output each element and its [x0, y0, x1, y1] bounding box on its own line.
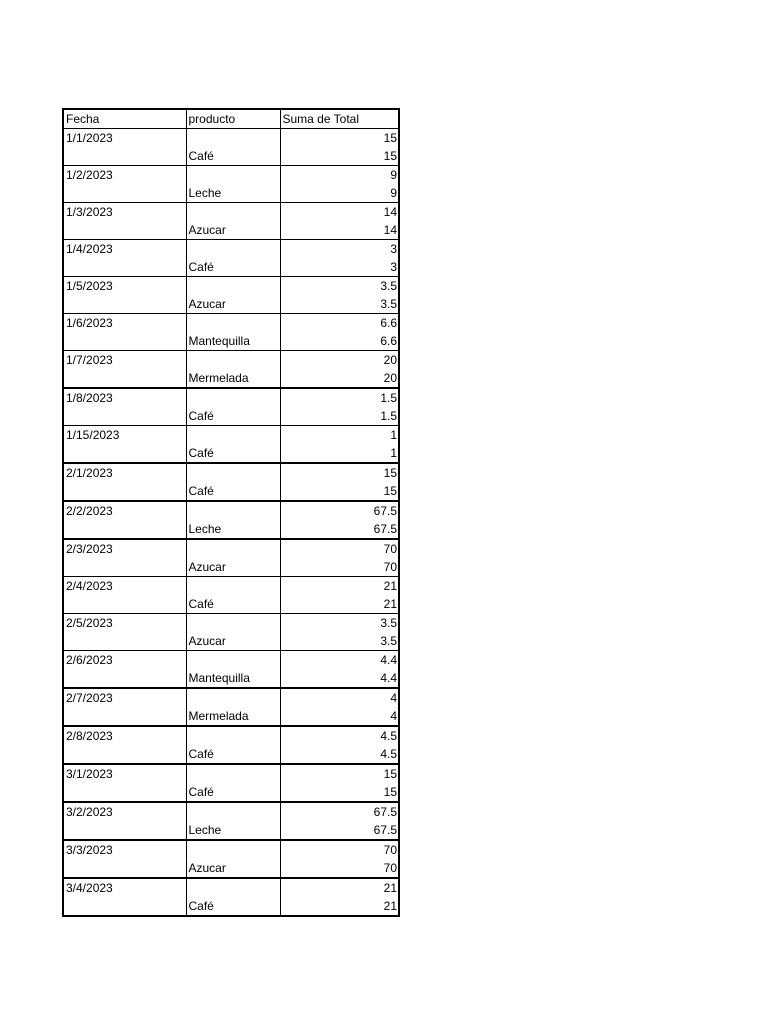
producto-empty-cell [186, 577, 280, 596]
fecha-empty-cell [63, 783, 186, 802]
date-row [63, 166, 399, 185]
fecha-cell: 3/1/2023 [63, 764, 186, 783]
fecha-cell: 3/3/2023 [63, 840, 186, 859]
table-header [63, 109, 399, 129]
subtotal-cell: 70 [280, 558, 399, 577]
producto-empty-cell [186, 203, 280, 222]
product-row [63, 520, 399, 539]
date-row [63, 463, 399, 482]
total-cell: 4 [280, 688, 399, 707]
date-row [63, 501, 399, 520]
date-row [63, 614, 399, 633]
product-row [63, 444, 399, 463]
producto-cell: Café [186, 897, 280, 916]
total-cell: 14 [280, 203, 399, 222]
fecha-empty-cell [63, 707, 186, 726]
fecha-empty-cell [63, 295, 186, 314]
product-row [63, 482, 399, 501]
date-row [63, 651, 399, 670]
fecha-cell: 1/15/2023 [63, 426, 186, 445]
subtotal-cell: 4.4 [280, 669, 399, 688]
fecha-empty-cell [63, 369, 186, 388]
product-row [63, 332, 399, 351]
producto-cell: Azucar [186, 558, 280, 577]
subtotal-cell: 20 [280, 369, 399, 388]
total-cell: 6.6 [280, 314, 399, 333]
total-cell: 70 [280, 539, 399, 558]
fecha-cell: 2/4/2023 [63, 577, 186, 596]
fecha-cell: 2/5/2023 [63, 614, 186, 633]
producto-cell: Café [186, 147, 280, 166]
subtotal-cell: 6.6 [280, 332, 399, 351]
date-row [63, 726, 399, 745]
total-cell: 3.5 [280, 614, 399, 633]
total-cell: 9 [280, 166, 399, 185]
producto-cell: Café [186, 745, 280, 764]
fecha-empty-cell [63, 258, 186, 277]
subtotal-cell: 15 [280, 783, 399, 802]
product-row [63, 632, 399, 651]
date-row [63, 426, 399, 445]
producto-cell: Mermelada [186, 707, 280, 726]
fecha-cell: 1/4/2023 [63, 240, 186, 259]
producto-cell: Café [186, 258, 280, 277]
fecha-empty-cell [63, 520, 186, 539]
date-row [63, 351, 399, 370]
subtotal-cell: 15 [280, 147, 399, 166]
producto-cell: Mantequilla [186, 332, 280, 351]
total-cell: 1.5 [280, 388, 399, 407]
producto-cell: Café [186, 407, 280, 426]
producto-empty-cell [186, 726, 280, 745]
fecha-empty-cell [63, 632, 186, 651]
fecha-empty-cell [63, 332, 186, 351]
date-row [63, 129, 399, 148]
product-row [63, 783, 399, 802]
producto-empty-cell [186, 463, 280, 482]
total-cell: 15 [280, 129, 399, 148]
product-row [63, 897, 399, 916]
fecha-cell: 2/1/2023 [63, 463, 186, 482]
subtotal-cell: 1.5 [280, 407, 399, 426]
table-body [63, 129, 399, 917]
producto-empty-cell [186, 501, 280, 520]
fecha-cell: 2/7/2023 [63, 688, 186, 707]
total-cell: 15 [280, 463, 399, 482]
total-cell: 21 [280, 878, 399, 897]
fecha-empty-cell [63, 147, 186, 166]
fecha-empty-cell [63, 897, 186, 916]
producto-cell: Mermelada [186, 369, 280, 388]
fecha-empty-cell [63, 482, 186, 501]
header-row [63, 109, 399, 129]
total-cell: 21 [280, 577, 399, 596]
subtotal-cell: 4 [280, 707, 399, 726]
fecha-cell: 3/4/2023 [63, 878, 186, 897]
subtotal-cell: 21 [280, 595, 399, 614]
date-row [63, 240, 399, 259]
fecha-empty-cell [63, 184, 186, 203]
product-row [63, 407, 399, 426]
producto-cell: Café [186, 783, 280, 802]
product-row [63, 147, 399, 166]
total-cell: 67.5 [280, 802, 399, 821]
subtotal-cell: 14 [280, 221, 399, 240]
product-row [63, 295, 399, 314]
producto-empty-cell [186, 277, 280, 296]
date-row [63, 277, 399, 296]
producto-empty-cell [186, 840, 280, 859]
producto-empty-cell [186, 351, 280, 370]
date-row [63, 314, 399, 333]
fecha-empty-cell [63, 558, 186, 577]
fecha-empty-cell [63, 407, 186, 426]
producto-empty-cell [186, 764, 280, 783]
producto-empty-cell [186, 129, 280, 148]
producto-cell: Azucar [186, 859, 280, 878]
fecha-empty-cell [63, 669, 186, 688]
product-row [63, 558, 399, 577]
header-producto: producto [186, 109, 280, 129]
producto-empty-cell [186, 426, 280, 445]
total-cell: 1 [280, 426, 399, 445]
product-row [63, 184, 399, 203]
subtotal-cell: 3.5 [280, 632, 399, 651]
fecha-cell: 1/1/2023 [63, 129, 186, 148]
subtotal-cell: 4.5 [280, 745, 399, 764]
fecha-cell: 3/2/2023 [63, 802, 186, 821]
date-row [63, 840, 399, 859]
fecha-empty-cell [63, 444, 186, 463]
date-row [63, 802, 399, 821]
producto-cell: Café [186, 444, 280, 463]
subtotal-cell: 21 [280, 897, 399, 916]
date-row [63, 203, 399, 222]
fecha-empty-cell [63, 595, 186, 614]
fecha-cell: 1/3/2023 [63, 203, 186, 222]
fecha-cell: 2/2/2023 [63, 501, 186, 520]
subtotal-cell: 15 [280, 482, 399, 501]
producto-empty-cell [186, 314, 280, 333]
fecha-cell: 1/2/2023 [63, 166, 186, 185]
fecha-cell: 2/8/2023 [63, 726, 186, 745]
subtotal-cell: 9 [280, 184, 399, 203]
producto-empty-cell [186, 802, 280, 821]
product-row [63, 745, 399, 764]
producto-cell: Leche [186, 184, 280, 203]
fecha-empty-cell [63, 221, 186, 240]
total-cell: 67.5 [280, 501, 399, 520]
pivot-table [62, 108, 400, 917]
total-cell: 3.5 [280, 277, 399, 296]
date-row [63, 878, 399, 897]
producto-cell: Azucar [186, 295, 280, 314]
product-row [63, 859, 399, 878]
producto-empty-cell [186, 240, 280, 259]
product-row [63, 369, 399, 388]
date-row [63, 388, 399, 407]
total-cell: 20 [280, 351, 399, 370]
fecha-cell: 2/3/2023 [63, 539, 186, 558]
date-row [63, 539, 399, 558]
date-row [63, 688, 399, 707]
producto-cell: Leche [186, 520, 280, 539]
producto-empty-cell [186, 688, 280, 707]
fecha-empty-cell [63, 859, 186, 878]
product-row [63, 221, 399, 240]
total-cell: 70 [280, 840, 399, 859]
subtotal-cell: 1 [280, 444, 399, 463]
subtotal-cell: 3.5 [280, 295, 399, 314]
total-cell: 4.4 [280, 651, 399, 670]
product-row [63, 821, 399, 840]
producto-empty-cell [186, 166, 280, 185]
fecha-cell: 1/5/2023 [63, 277, 186, 296]
header-fecha: Fecha [63, 109, 186, 129]
total-cell: 3 [280, 240, 399, 259]
fecha-cell: 2/6/2023 [63, 651, 186, 670]
producto-empty-cell [186, 539, 280, 558]
subtotal-cell: 67.5 [280, 520, 399, 539]
producto-empty-cell [186, 878, 280, 897]
producto-empty-cell [186, 651, 280, 670]
total-cell: 15 [280, 764, 399, 783]
fecha-cell: 1/6/2023 [63, 314, 186, 333]
product-row [63, 595, 399, 614]
subtotal-cell: 70 [280, 859, 399, 878]
product-row [63, 707, 399, 726]
total-cell: 4.5 [280, 726, 399, 745]
fecha-empty-cell [63, 821, 186, 840]
producto-cell: Café [186, 595, 280, 614]
header-total: Suma de Total [280, 109, 399, 129]
producto-empty-cell [186, 388, 280, 407]
product-row [63, 669, 399, 688]
producto-cell: Leche [186, 821, 280, 840]
subtotal-cell: 3 [280, 258, 399, 277]
date-row [63, 764, 399, 783]
date-row [63, 577, 399, 596]
producto-cell: Café [186, 482, 280, 501]
producto-cell: Azucar [186, 221, 280, 240]
fecha-cell: 1/7/2023 [63, 351, 186, 370]
subtotal-cell: 67.5 [280, 821, 399, 840]
fecha-cell: 1/8/2023 [63, 388, 186, 407]
producto-cell: Azucar [186, 632, 280, 651]
fecha-empty-cell [63, 745, 186, 764]
producto-cell: Mantequilla [186, 669, 280, 688]
producto-empty-cell [186, 614, 280, 633]
product-row [63, 258, 399, 277]
